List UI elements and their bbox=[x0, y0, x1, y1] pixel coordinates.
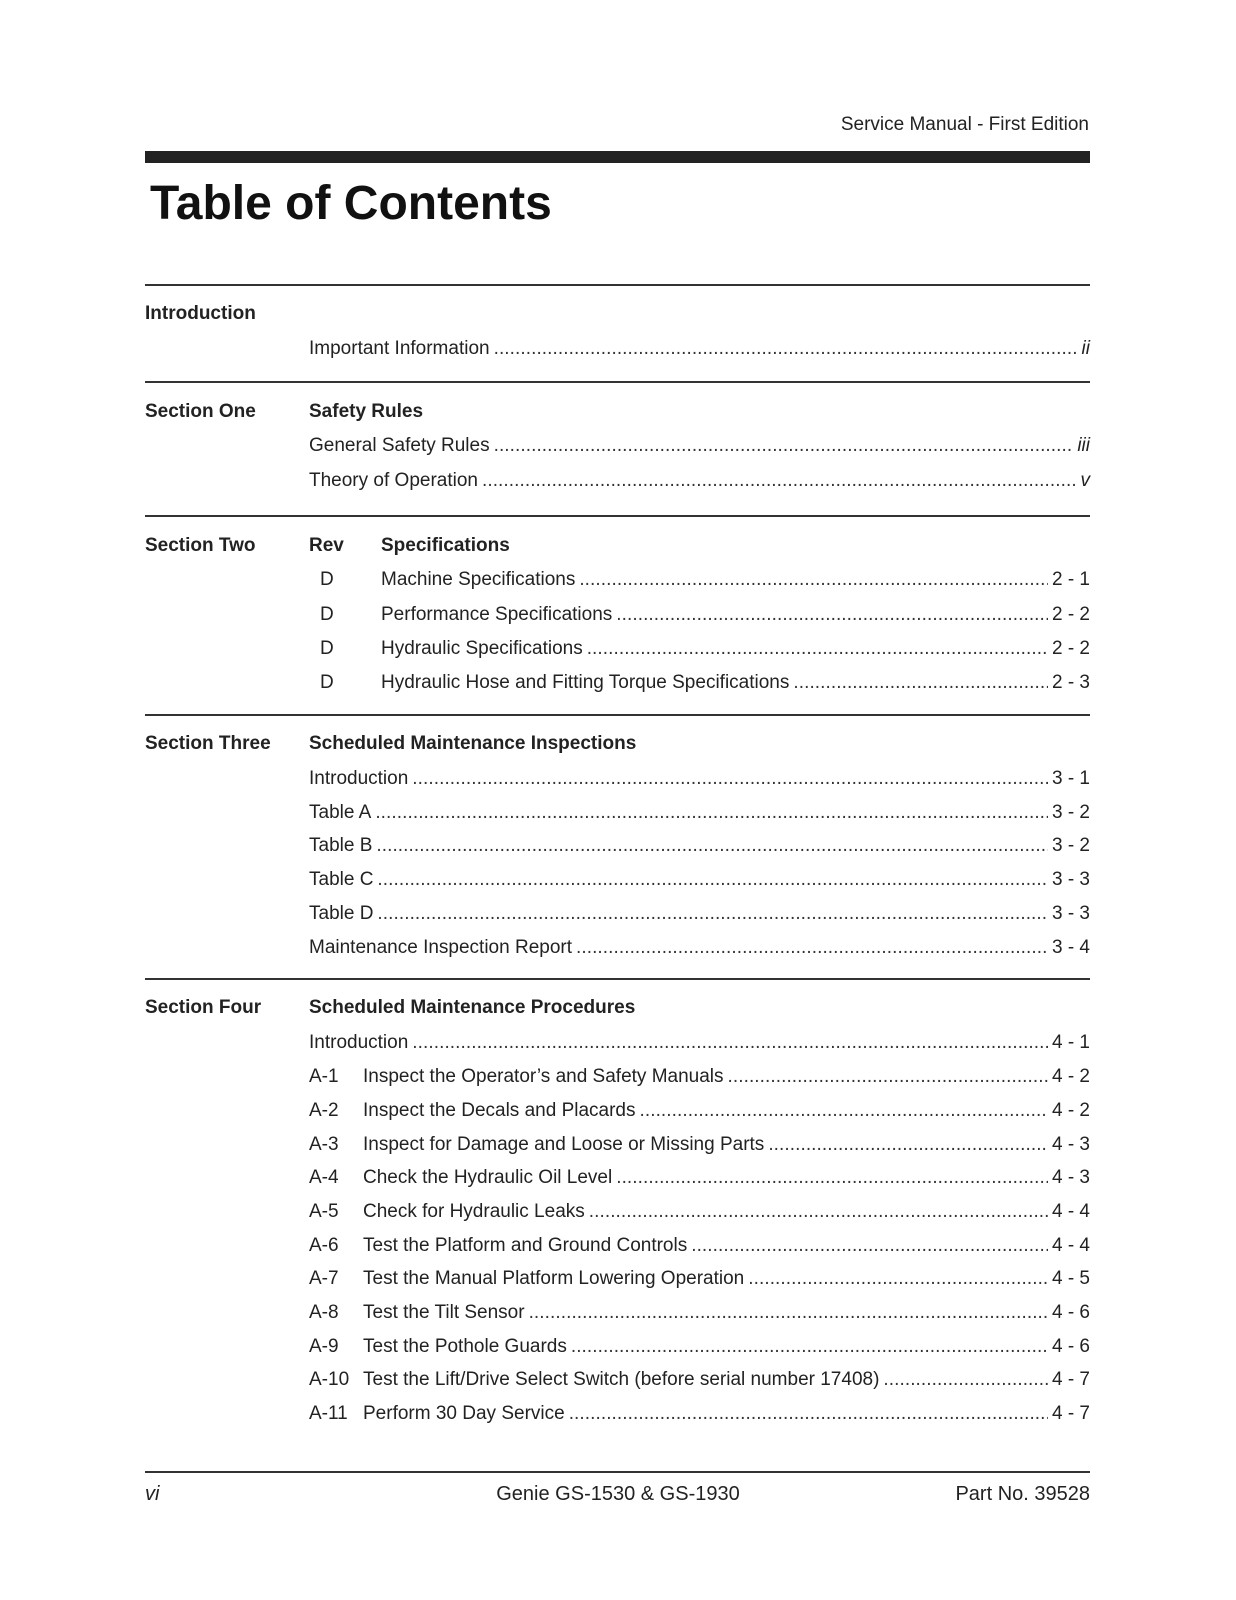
rule bbox=[145, 515, 1090, 517]
toc-entry-code: A-8 bbox=[309, 1302, 339, 1323]
footer-model: Genie GS-1530 & GS-1930 bbox=[496, 1483, 740, 1505]
dot-leader bbox=[375, 802, 1048, 824]
toc-entry-title: Performance Specifications bbox=[381, 604, 613, 625]
toc-entry[interactable] bbox=[309, 1066, 1090, 1092]
toc-entry-page: 4 - 7 bbox=[1051, 1369, 1090, 1390]
section-one-heading: Safety Rules bbox=[309, 401, 424, 422]
toc-entry[interactable] bbox=[309, 768, 1090, 794]
dot-leader bbox=[494, 338, 1078, 360]
toc-entry-title: Maintenance Inspection Report bbox=[309, 937, 572, 958]
toc-entry-page: 4 - 2 bbox=[1051, 1066, 1090, 1087]
toc-entry-title: Inspect the Decals and Placards bbox=[363, 1100, 636, 1121]
toc-entry[interactable] bbox=[309, 1100, 1090, 1126]
section-label-introduction: Introduction bbox=[145, 303, 256, 324]
dot-leader bbox=[412, 768, 1048, 790]
toc-entry-page: 3 - 1 bbox=[1051, 768, 1090, 789]
toc-entry-page: 4 - 4 bbox=[1051, 1235, 1090, 1256]
toc-entry-title: Test the Tilt Sensor bbox=[363, 1302, 525, 1323]
toc-entry-page: iii bbox=[1077, 435, 1090, 456]
toc-entry[interactable] bbox=[309, 1134, 1090, 1160]
toc-entry[interactable] bbox=[309, 435, 1090, 461]
toc-entry-code: A-3 bbox=[309, 1134, 339, 1155]
toc-entry-page: 4 - 3 bbox=[1051, 1167, 1090, 1188]
toc-entry-title: Table A bbox=[309, 802, 372, 823]
toc-entry-page: 2 - 3 bbox=[1051, 672, 1090, 693]
footer-page-number: vi bbox=[145, 1483, 160, 1505]
dot-leader bbox=[482, 470, 1077, 492]
page-title: Table of Contents bbox=[150, 177, 552, 230]
toc-entry[interactable] bbox=[309, 1032, 1090, 1058]
toc-entry[interactable] bbox=[309, 1167, 1090, 1193]
toc-entry-title: Inspect for Damage and Loose or Missing Parts bbox=[363, 1134, 765, 1155]
toc-entry-page: v bbox=[1080, 470, 1090, 491]
toc-entry-page: 4 - 7 bbox=[1051, 1403, 1090, 1424]
section-two-heading: Specifications bbox=[381, 535, 510, 556]
toc-entry[interactable] bbox=[309, 869, 1090, 895]
dot-leader bbox=[377, 903, 1048, 925]
dot-leader bbox=[768, 1134, 1048, 1156]
toc-entry-title: Hydraulic Hose and Fitting Torque Specifications bbox=[381, 672, 790, 693]
toc-entry[interactable] bbox=[309, 903, 1090, 929]
toc-entry[interactable] bbox=[309, 1302, 1090, 1328]
footer-rule bbox=[145, 1471, 1090, 1473]
toc-entry-title: Machine Specifications bbox=[381, 569, 576, 590]
section-label-one: Section One bbox=[145, 401, 256, 422]
dot-leader bbox=[616, 1167, 1048, 1189]
header-edition: Service Manual - First Edition bbox=[840, 114, 1089, 135]
dot-leader bbox=[569, 1403, 1048, 1425]
toc-entry-page: 3 - 3 bbox=[1051, 869, 1090, 890]
dot-leader bbox=[494, 435, 1074, 457]
section-label-two: Section Two bbox=[145, 535, 256, 556]
toc-entry[interactable] bbox=[309, 1336, 1090, 1362]
toc-entry-title: Test the Platform and Ground Controls bbox=[363, 1235, 688, 1256]
toc-entry-title: Perform 30 Day Service bbox=[363, 1403, 565, 1424]
toc-entry-code: A-6 bbox=[309, 1235, 339, 1256]
rule bbox=[145, 381, 1090, 383]
toc-entry-code: A-11 bbox=[309, 1403, 348, 1424]
toc-entry-code: A-7 bbox=[309, 1268, 339, 1289]
dot-leader bbox=[376, 835, 1048, 857]
toc-entry-page: 4 - 1 bbox=[1051, 1032, 1090, 1053]
rule bbox=[145, 978, 1090, 980]
dot-leader bbox=[571, 1336, 1048, 1358]
toc-entry[interactable] bbox=[309, 604, 1090, 630]
toc-entry-code: A-4 bbox=[309, 1167, 339, 1188]
toc-entry-page: 4 - 6 bbox=[1051, 1336, 1090, 1357]
toc-entry-code: A-9 bbox=[309, 1336, 339, 1357]
toc-entry-page: 3 - 4 bbox=[1051, 937, 1090, 958]
dot-leader bbox=[412, 1032, 1048, 1054]
toc-entry-page: 2 - 1 bbox=[1051, 569, 1090, 590]
toc-entry-code: A-5 bbox=[309, 1201, 339, 1222]
rule bbox=[145, 284, 1090, 286]
footer-part-number: Part No. 39528 bbox=[955, 1483, 1090, 1505]
dot-leader bbox=[589, 1201, 1048, 1223]
dot-leader bbox=[691, 1235, 1048, 1257]
toc-entry[interactable] bbox=[309, 1403, 1090, 1429]
header-bar bbox=[145, 151, 1090, 163]
toc-entry-page: 2 - 2 bbox=[1051, 604, 1090, 625]
toc-entry-page: 3 - 3 bbox=[1051, 903, 1090, 924]
dot-leader bbox=[529, 1302, 1048, 1324]
dot-leader bbox=[728, 1066, 1048, 1088]
toc-entry-title: Introduction bbox=[309, 1032, 409, 1053]
toc-entry-title: Check the Hydraulic Oil Level bbox=[363, 1167, 613, 1188]
dot-leader bbox=[748, 1268, 1048, 1290]
toc-entry-page: 4 - 2 bbox=[1051, 1100, 1090, 1121]
dot-leader bbox=[883, 1369, 1048, 1391]
toc-entry-title: Table B bbox=[309, 835, 373, 856]
toc-entry-code: A-2 bbox=[309, 1100, 339, 1121]
toc-entry-page: 3 - 2 bbox=[1051, 835, 1090, 856]
toc-entry-page: ii bbox=[1081, 338, 1090, 359]
toc-entry[interactable] bbox=[309, 1201, 1090, 1227]
toc-entry-title: Hydraulic Specifications bbox=[381, 638, 583, 659]
toc-entry-rev: D bbox=[320, 638, 334, 659]
dot-leader bbox=[587, 638, 1048, 660]
toc-entry-title: Theory of Operation bbox=[309, 470, 478, 491]
dot-leader bbox=[377, 869, 1048, 891]
rev-column-heading: Rev bbox=[309, 535, 344, 556]
toc-entry-page: 4 - 4 bbox=[1051, 1201, 1090, 1222]
toc-entry[interactable] bbox=[309, 835, 1090, 861]
toc-entry-title: Table D bbox=[309, 903, 374, 924]
dot-leader bbox=[616, 604, 1048, 626]
toc-entry-title: General Safety Rules bbox=[309, 435, 490, 456]
section-label-four: Section Four bbox=[145, 997, 262, 1018]
toc-entry[interactable] bbox=[309, 937, 1090, 963]
toc-entry-title: Introduction bbox=[309, 768, 409, 789]
section-label-three: Section Three bbox=[145, 733, 271, 754]
toc-entry-page: 3 - 2 bbox=[1051, 802, 1090, 823]
section-four-heading: Scheduled Maintenance Procedures bbox=[309, 997, 636, 1018]
toc-entry-rev: D bbox=[320, 604, 334, 625]
toc-entry-code: A-1 bbox=[309, 1066, 339, 1087]
toc-entry[interactable] bbox=[309, 470, 1090, 496]
toc-entry-title: Table C bbox=[309, 869, 374, 890]
toc-entry-title: Test the Manual Platform Lowering Operation bbox=[363, 1268, 745, 1289]
dot-leader bbox=[640, 1100, 1048, 1122]
toc-entry-code: A-10 bbox=[309, 1369, 350, 1390]
toc-entry-title: Check for Hydraulic Leaks bbox=[363, 1201, 585, 1222]
toc-entry-page: 4 - 3 bbox=[1051, 1134, 1090, 1155]
toc-entry[interactable] bbox=[309, 672, 1090, 698]
toc-entry-page: 4 - 5 bbox=[1051, 1268, 1090, 1289]
dot-leader bbox=[793, 672, 1048, 694]
toc-entry-rev: D bbox=[320, 672, 334, 693]
toc-entry-page: 2 - 2 bbox=[1051, 638, 1090, 659]
toc-entry-rev: D bbox=[320, 569, 334, 590]
toc-entry[interactable] bbox=[309, 1268, 1090, 1294]
rule bbox=[145, 714, 1090, 716]
toc-entry[interactable] bbox=[309, 1235, 1090, 1261]
toc-entry-title: Inspect the Operator’s and Safety Manuals bbox=[363, 1066, 724, 1087]
toc-entry[interactable] bbox=[309, 569, 1090, 595]
toc-entry-title: Test the Lift/Drive Select Switch (before serial number 17408) bbox=[363, 1369, 880, 1390]
dot-leader bbox=[579, 569, 1048, 591]
toc-entry[interactable] bbox=[309, 338, 1090, 364]
dot-leader bbox=[576, 937, 1048, 959]
toc-entry-title: Test the Pothole Guards bbox=[363, 1336, 567, 1357]
toc-entry[interactable] bbox=[309, 1369, 1090, 1395]
toc-entry[interactable] bbox=[309, 638, 1090, 664]
section-three-heading: Scheduled Maintenance Inspections bbox=[309, 733, 637, 754]
toc-entry-title: Important Information bbox=[309, 338, 490, 359]
toc-entry[interactable] bbox=[309, 802, 1090, 828]
toc-entry-page: 4 - 6 bbox=[1051, 1302, 1090, 1323]
